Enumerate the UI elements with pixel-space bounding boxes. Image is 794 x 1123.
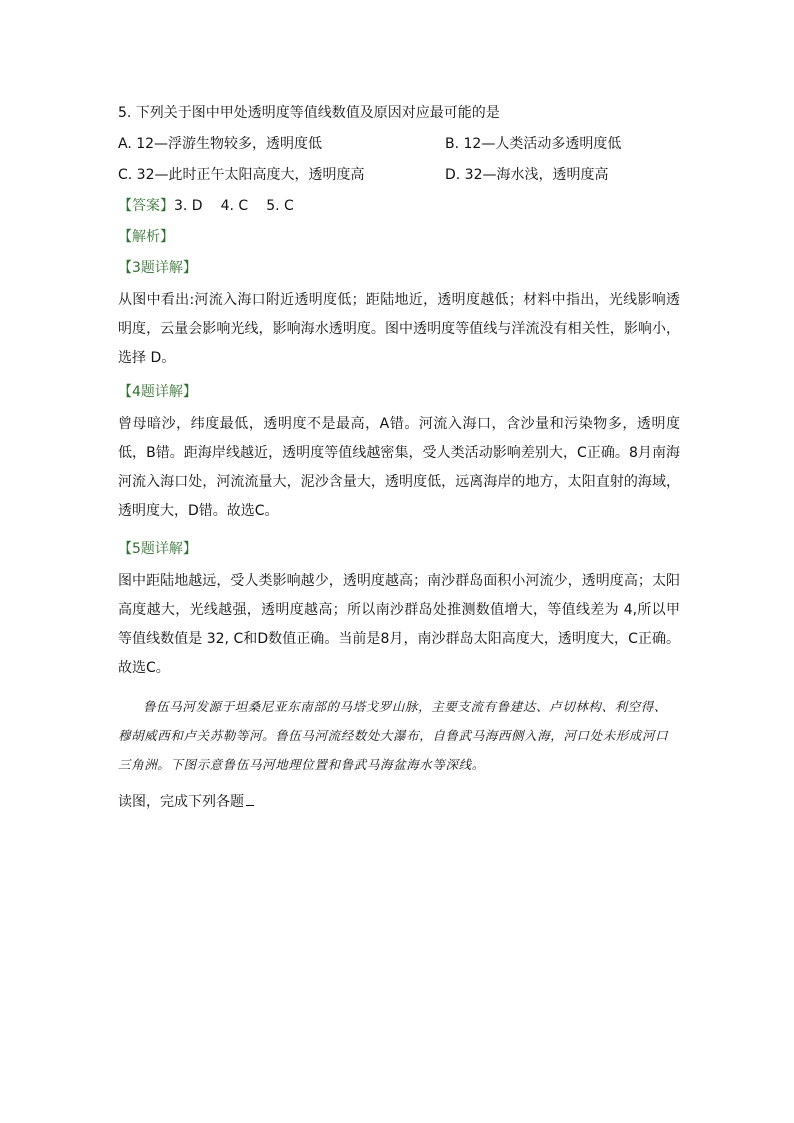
answer-line — [118, 196, 312, 216]
reading-prompt-text: 读图，完成下列各题 — [118, 794, 244, 810]
detail-4-tag: 【4题详解】 — [118, 384, 197, 400]
detail-4-text: 曾母暗沙，纬度最低，透明度不是最高，A错。河流入海口，含沙量和污染物多，透明度低，B错。距海岸线越近，透明度等值线越密集，受人类活动影响差别大，C正确。8月南海河流入海口处，河流流量大，泥沙含量大，透明度低，远离海岸的地方，太阳直射的海域，透明度大，D错。故选C。 — [118, 416, 680, 519]
answer-blank — [246, 805, 254, 806]
answer-item: 3. D — [174, 198, 203, 214]
analysis-tag: 【解析】 — [118, 229, 174, 245]
option-c: C. 32—此时正午太阳高度大，透明度高 — [118, 167, 365, 183]
option-d: D. 32—海水浅，透明度高 — [445, 167, 609, 183]
answer-item: 5. C — [266, 198, 294, 214]
option-b: B. 12—人类活动多透明度低 — [445, 136, 622, 152]
question-5-stem: 5. 下列关于图中甲处透明度等值线数值及原因对应最可能的是 — [118, 105, 500, 121]
material-paragraph: 鲁伍马河发源于坦桑尼亚东南部的马塔戈罗山脉，主要支流有鲁建达、卢切林构、利空得、穆胡威西和卢关苏勒等河。鲁伍马河流经数处大瀑布，自鲁武马海西侧入海，河口处未形成河口三角洲。下图示意鲁伍马河地理位置和鲁武马海盆海水等深线。 — [118, 699, 669, 772]
detail-5-tag: 【5题详解】 — [118, 541, 197, 557]
answer-item: 4. C — [220, 198, 249, 214]
detail-3-text: 从图中看出:河流入海口附近透明度低；距陆地近，透明度越低；材料中指出，光线影响透明度，云量会影响光线，影响海水透明度。图中透明度等值线与洋流没有相关性，影响小，选择 D。 — [118, 292, 680, 366]
option-a: A. 12—浮游生物较多，透明度低 — [118, 136, 323, 152]
detail-5-text: 图中距陆地越远，受人类影响越少，透明度越高；南沙群岛面积小河流少，透明度高；太阳高度越大，光线越强，透明度越高；所以南沙群岛处推测数值增大，等值线差为 4,所以甲等值线数值是 32, C和D数值正确。当前是8月，南沙群岛太阳高度大，透明度大，C正确。故选C。 — [118, 573, 680, 676]
answer-tag: 【答案】 — [118, 198, 174, 214]
reading-prompt — [118, 792, 254, 812]
detail-3-tag: 【3题详解】 — [118, 260, 197, 276]
